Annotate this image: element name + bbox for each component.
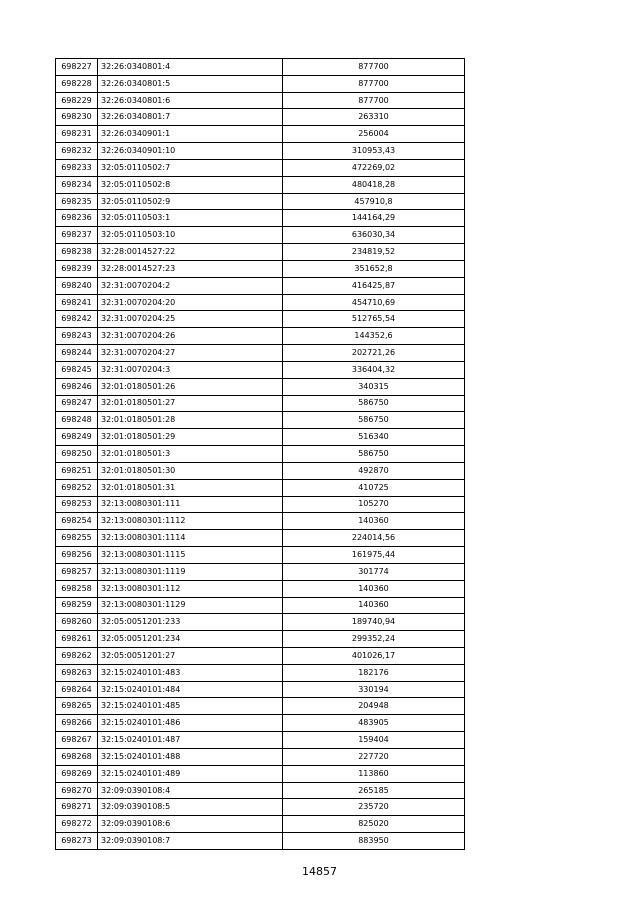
cadastral-number-cell: 32:15:0240101:483 [98, 664, 283, 681]
value-cell: 140360 [283, 580, 465, 597]
value-cell: 144352,6 [283, 328, 465, 345]
table-row [56, 260, 465, 277]
table-row [56, 530, 465, 547]
row-id-cell: 698235 [56, 193, 98, 210]
cadastral-number-cell: 32:15:0240101:484 [98, 681, 283, 698]
table-row [56, 816, 465, 833]
table-row [56, 698, 465, 715]
table-row [56, 479, 465, 496]
cadastral-number-cell: 32:31:0070204:3 [98, 361, 283, 378]
cadastral-number-cell: 32:15:0240101:488 [98, 748, 283, 765]
value-cell: 416425,87 [283, 277, 465, 294]
cadastral-number-cell: 32:05:0110502:8 [98, 176, 283, 193]
row-id-cell: 698239 [56, 260, 98, 277]
value-cell: 586750 [283, 395, 465, 412]
row-id-cell: 698236 [56, 210, 98, 227]
table-row [56, 227, 465, 244]
cadastral-number-cell: 32:05:0051201:233 [98, 614, 283, 631]
row-id-cell: 698232 [56, 143, 98, 160]
value-cell: 512765,54 [283, 311, 465, 328]
row-id-cell: 698229 [56, 92, 98, 109]
table-row [56, 328, 465, 345]
table-row [56, 462, 465, 479]
cadastral-number-cell: 32:05:0110502:9 [98, 193, 283, 210]
cadastral-number-cell: 32:09:0390108:6 [98, 816, 283, 833]
row-id-cell: 698256 [56, 547, 98, 564]
row-id-cell: 698249 [56, 429, 98, 446]
table-row [56, 143, 465, 160]
cadastral-number-cell: 32:05:0110503:1 [98, 210, 283, 227]
cadastral-number-cell: 32:05:0051201:27 [98, 647, 283, 664]
value-cell: 457910,8 [283, 193, 465, 210]
table-row [56, 614, 465, 631]
table-row [56, 765, 465, 782]
table-row [56, 193, 465, 210]
cadastral-number-cell: 32:13:0080301:1115 [98, 547, 283, 564]
value-cell: 310953,43 [283, 143, 465, 160]
cadastral-number-cell: 32:13:0080301:1129 [98, 597, 283, 614]
cadastral-number-cell: 32:09:0390108:5 [98, 799, 283, 816]
value-cell: 202721,26 [283, 345, 465, 362]
cadastral-number-cell: 32:15:0240101:489 [98, 765, 283, 782]
cadastral-number-cell: 32:15:0240101:485 [98, 698, 283, 715]
cadastral-number-cell: 32:15:0240101:486 [98, 715, 283, 732]
table-row [56, 395, 465, 412]
value-cell: 256004 [283, 126, 465, 143]
row-id-cell: 698241 [56, 294, 98, 311]
cadastral-number-cell: 32:01:0180501:29 [98, 429, 283, 446]
row-id-cell: 698269 [56, 765, 98, 782]
value-cell: 159404 [283, 732, 465, 749]
row-id-cell: 698254 [56, 513, 98, 530]
table-row [56, 294, 465, 311]
cadastral-number-cell: 32:13:0080301:1112 [98, 513, 283, 530]
row-id-cell: 698247 [56, 395, 98, 412]
table-row [56, 412, 465, 429]
table-row [56, 345, 465, 362]
value-cell: 340315 [283, 378, 465, 395]
table-row [56, 580, 465, 597]
value-cell: 227720 [283, 748, 465, 765]
row-id-cell: 698261 [56, 631, 98, 648]
table-row [56, 244, 465, 261]
data-table [55, 58, 465, 850]
value-cell: 161975,44 [283, 547, 465, 564]
table-row [56, 109, 465, 126]
row-id-cell: 698240 [56, 277, 98, 294]
row-id-cell: 698255 [56, 530, 98, 547]
cadastral-number-cell: 32:26:0340801:4 [98, 59, 283, 76]
value-cell: 224014,56 [283, 530, 465, 547]
value-cell: 235720 [283, 799, 465, 816]
cadastral-number-cell: 32:01:0180501:30 [98, 462, 283, 479]
value-cell: 336404,32 [283, 361, 465, 378]
table-row [56, 664, 465, 681]
cadastral-number-cell: 32:09:0390108:4 [98, 782, 283, 799]
value-cell: 140360 [283, 513, 465, 530]
cadastral-number-cell: 32:31:0070204:25 [98, 311, 283, 328]
row-id-cell: 698231 [56, 126, 98, 143]
cadastral-number-cell: 32:26:0340901:10 [98, 143, 283, 160]
table-row [56, 647, 465, 664]
table-row [56, 631, 465, 648]
value-cell: 877700 [283, 75, 465, 92]
value-cell: 189740,94 [283, 614, 465, 631]
table-row [56, 277, 465, 294]
row-id-cell: 698245 [56, 361, 98, 378]
table-row [56, 126, 465, 143]
value-cell: 301774 [283, 563, 465, 580]
row-id-cell: 698227 [56, 59, 98, 76]
value-cell: 401026,17 [283, 647, 465, 664]
cadastral-number-cell: 32:28:0014527:22 [98, 244, 283, 261]
cadastral-number-cell: 32:01:0180501:26 [98, 378, 283, 395]
table-row [56, 715, 465, 732]
table-row [56, 429, 465, 446]
table-row [56, 782, 465, 799]
cadastral-number-cell: 32:05:0110503:10 [98, 227, 283, 244]
cadastral-number-cell: 32:01:0180501:3 [98, 446, 283, 463]
cadastral-number-cell: 32:26:0340801:7 [98, 109, 283, 126]
row-id-cell: 698264 [56, 681, 98, 698]
table-row [56, 361, 465, 378]
cadastral-number-cell: 32:01:0180501:28 [98, 412, 283, 429]
cadastral-number-cell: 32:13:0080301:111 [98, 496, 283, 513]
value-cell: 516340 [283, 429, 465, 446]
table-row [56, 159, 465, 176]
row-id-cell: 698268 [56, 748, 98, 765]
value-cell: 883950 [283, 833, 465, 850]
row-id-cell: 698271 [56, 799, 98, 816]
cadastral-number-cell: 32:05:0051201:234 [98, 631, 283, 648]
value-cell: 586750 [283, 412, 465, 429]
value-cell: 877700 [283, 92, 465, 109]
table-row [56, 547, 465, 564]
table-row [56, 75, 465, 92]
row-id-cell: 698266 [56, 715, 98, 732]
value-cell: 330194 [283, 681, 465, 698]
page-number: 14857 [302, 865, 337, 878]
table-row [56, 799, 465, 816]
value-cell: 492870 [283, 462, 465, 479]
value-cell: 263310 [283, 109, 465, 126]
row-id-cell: 698244 [56, 345, 98, 362]
value-cell: 480418,28 [283, 176, 465, 193]
table-row [56, 563, 465, 580]
row-id-cell: 698243 [56, 328, 98, 345]
row-id-cell: 698259 [56, 597, 98, 614]
value-cell: 410725 [283, 479, 465, 496]
cadastral-number-cell: 32:05:0110502:7 [98, 159, 283, 176]
value-cell: 299352,24 [283, 631, 465, 648]
cadastral-number-cell: 32:13:0080301:112 [98, 580, 283, 597]
value-cell: 144164,29 [283, 210, 465, 227]
cadastral-number-cell: 32:09:0390108:7 [98, 833, 283, 850]
value-cell: 586750 [283, 446, 465, 463]
table-row [56, 732, 465, 749]
table-row [56, 597, 465, 614]
value-cell: 105270 [283, 496, 465, 513]
row-id-cell: 698272 [56, 816, 98, 833]
table-row [56, 59, 465, 76]
cadastral-number-cell: 32:31:0070204:20 [98, 294, 283, 311]
table-row [56, 210, 465, 227]
value-cell: 265185 [283, 782, 465, 799]
cadastral-number-cell: 32:31:0070204:2 [98, 277, 283, 294]
cadastral-number-cell: 32:26:0340801:6 [98, 92, 283, 109]
cadastral-number-cell: 32:01:0180501:31 [98, 479, 283, 496]
table-row [56, 496, 465, 513]
row-id-cell: 698242 [56, 311, 98, 328]
value-cell: 140360 [283, 597, 465, 614]
row-id-cell: 698262 [56, 647, 98, 664]
row-id-cell: 698238 [56, 244, 98, 261]
table-row [56, 833, 465, 850]
row-id-cell: 698270 [56, 782, 98, 799]
row-id-cell: 698265 [56, 698, 98, 715]
cadastral-number-cell: 32:26:0340801:5 [98, 75, 283, 92]
value-cell: 472269,02 [283, 159, 465, 176]
cadastral-number-cell: 32:31:0070204:26 [98, 328, 283, 345]
table-row [56, 378, 465, 395]
value-cell: 113860 [283, 765, 465, 782]
value-cell: 234819,52 [283, 244, 465, 261]
table-row [56, 311, 465, 328]
table-row [56, 176, 465, 193]
value-cell: 825020 [283, 816, 465, 833]
row-id-cell: 698250 [56, 446, 98, 463]
table-row [56, 748, 465, 765]
row-id-cell: 698228 [56, 75, 98, 92]
table-body [56, 59, 465, 850]
table-row [56, 92, 465, 109]
row-id-cell: 698257 [56, 563, 98, 580]
row-id-cell: 698253 [56, 496, 98, 513]
row-id-cell: 698273 [56, 833, 98, 850]
row-id-cell: 698251 [56, 462, 98, 479]
cadastral-number-cell: 32:26:0340901:1 [98, 126, 283, 143]
table-row [56, 681, 465, 698]
row-id-cell: 698258 [56, 580, 98, 597]
row-id-cell: 698233 [56, 159, 98, 176]
row-id-cell: 698248 [56, 412, 98, 429]
row-id-cell: 698263 [56, 664, 98, 681]
cadastral-number-cell: 32:13:0080301:1114 [98, 530, 283, 547]
cadastral-number-cell: 32:13:0080301:1119 [98, 563, 283, 580]
cadastral-number-cell: 32:31:0070204:27 [98, 345, 283, 362]
table-row [56, 513, 465, 530]
cadastral-number-cell: 32:01:0180501:27 [98, 395, 283, 412]
cadastral-number-cell: 32:28:0014527:23 [98, 260, 283, 277]
row-id-cell: 698246 [56, 378, 98, 395]
value-cell: 182176 [283, 664, 465, 681]
row-id-cell: 698234 [56, 176, 98, 193]
row-id-cell: 698230 [56, 109, 98, 126]
value-cell: 877700 [283, 59, 465, 76]
row-id-cell: 698267 [56, 732, 98, 749]
cadastral-number-cell: 32:15:0240101:487 [98, 732, 283, 749]
row-id-cell: 698237 [56, 227, 98, 244]
value-cell: 351652,8 [283, 260, 465, 277]
row-id-cell: 698260 [56, 614, 98, 631]
table-row [56, 446, 465, 463]
value-cell: 483905 [283, 715, 465, 732]
row-id-cell: 698252 [56, 479, 98, 496]
value-cell: 204948 [283, 698, 465, 715]
value-cell: 454710,69 [283, 294, 465, 311]
value-cell: 636030,34 [283, 227, 465, 244]
